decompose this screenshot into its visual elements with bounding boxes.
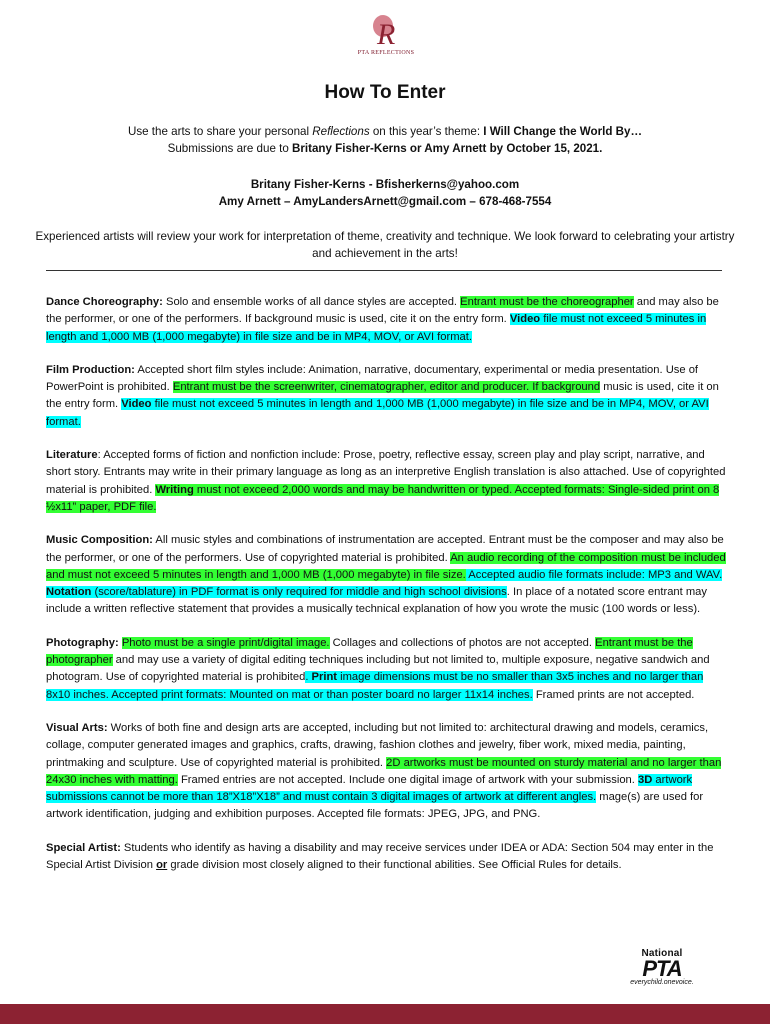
pta-tagline: everychild.onevoice. (630, 979, 694, 986)
highlight-cyan: Video (509, 313, 541, 326)
contact-line-2: Amy Arnett – AmyLandersArnett@gmail.com – 678-468-7554 (218, 195, 552, 208)
highlight-cyan: (score/tablature) in PDF format is only required for middle and high school divisions (91, 586, 507, 599)
highlight-green: Writing (155, 483, 194, 496)
section-special-artist (46, 840, 728, 875)
highlight-cyan: . (305, 671, 312, 684)
section-heading: Film Production: (46, 363, 135, 376)
intro-text-part: Submissions are due to (167, 142, 293, 155)
highlight-cyan: 3D (638, 773, 653, 786)
section-text: Collages and collections of photos are not accepted. (329, 636, 596, 649)
section-heading: Special Artist: (46, 841, 121, 854)
intro-line-2 (30, 140, 740, 157)
section-dance (46, 294, 728, 346)
pta-reflections-logo (356, 10, 416, 66)
highlight-cyan: Print (311, 671, 338, 684)
intro-text-part: on this year’s theme: (369, 125, 484, 138)
section-text: Works of both fine and design arts are accepted, including but not limited to: architectural drawing and models, ceramics, collage, computer generated images and graphics, crafts, drawing, fashion clothes and jewelry, fiber work, mixed media, painting, printmaking and sculpture. Use of copyrighted material is prohibited. (46, 721, 709, 769)
logo-caption: PTA REFLECTIONS (357, 50, 415, 56)
highlight-cyan: file must not exceed 5 minutes in length and 1,000 MB (1,000 megabyte) in file size and be in MP4, MOV, or AVI format. (46, 313, 707, 343)
section-heading: Visual Arts: (46, 721, 108, 734)
intro-text-part: Use the arts to share your personal (127, 125, 313, 138)
national-pta-logo (622, 948, 702, 986)
due-date: Britany Fisher-Kerns or Amy Arnett by October 15, 2021. (292, 142, 603, 155)
page-title: How To Enter (324, 82, 446, 103)
reflections-r-logo-icon (369, 10, 403, 50)
section-text: Accepted short film styles include: Animation, narrative, documentary, experimental or media presentation. Use of PowerPoint is prohibited. (46, 363, 699, 394)
highlight-green: Entrant must be the photographer (46, 636, 693, 667)
section-text: : Accepted forms of fiction and nonfiction include: Prose, poetry, reflective essay, screen play and play script, narrative, and short story. Entrants may write in their primary language as long as an interpretive English translation is also attached. Use of copyrighted material is prohibited. (46, 449, 726, 496)
highlight-green: Photo must be a single print/digital image. (121, 636, 330, 649)
contact-line-1: Britany Fisher-Kerns - Bfisherkerns@yahoo.com (250, 178, 520, 191)
section-film (46, 362, 728, 431)
highlight-green: must not exceed 2,000 words and may be handwritten or typed. Accepted formats: Single-sided print on 8 ½x11” paper, PDF file. (46, 483, 720, 513)
svg-text:R: R (377, 18, 396, 50)
contacts (30, 176, 740, 210)
section-text: music is used, cite it on the entry form. (46, 381, 719, 411)
section-text: grade division most closely aligned to their functional abilities. See Official Rules for details. (167, 859, 622, 872)
footer-bar (0, 1004, 770, 1024)
intro-text (30, 123, 740, 157)
highlight-green: An audio recording of the composition must be included and must not exceed 5 minutes in length and 1,000 MB (1,000 megabyte) in file size. (46, 551, 726, 581)
highlight-green: 2D artworks must be mounted on sturdy material and no larger than 24x30 inches with matting. (46, 756, 722, 786)
or-emphasis: or (156, 859, 168, 872)
section-visual-arts (46, 720, 728, 824)
section-text: mage(s) are used for artwork identification, judging and exhibition purposes. Accepted file formats: JPEG, JPG, and PNG. (46, 791, 704, 821)
section-text: All music styles and combinations of instrumentation are accepted. Entrant must be the composer and may also be the performer, or one of the performers. Use of copyrighted material is prohibited. (46, 534, 724, 564)
section-text: and may also be the performer, or one of the performers. If background music is used, cite it on the entry form. (46, 296, 719, 326)
section-music (46, 532, 728, 618)
highlight-green: Entrant must be the screenwriter, cinematographer, editor and producer. If background (172, 381, 601, 394)
section-literature (46, 447, 728, 516)
highlight-cyan: image dimensions must be no smaller than 3x5 inches and no larger than 8x10 inches. Accepted print formats: Mounted on mat or than poster board no larger 11x14 inches. (46, 671, 704, 701)
pta-wordmark: PTA (642, 956, 682, 981)
pta-national-label: National (641, 948, 683, 959)
divider-line (46, 270, 722, 271)
reflections-italic: Reflections (312, 125, 370, 138)
section-heading: Music Composition: (46, 534, 153, 547)
section-text: Framed prints are not accepted. (532, 688, 695, 701)
section-text: . In place of a notated score entrant may include a written reflective statement that provides a musically technical explanation of how you wrote the music (100 words or less). (46, 586, 707, 616)
highlight-green: Entrant must be the choreographer (460, 296, 634, 308)
section-text: Framed entries are not accepted. Include one digital image of artwork with your submission. (177, 773, 639, 786)
highlight-cyan: Video (121, 398, 152, 411)
section-text: Solo and ensemble works of all dance styles are accepted. (162, 296, 461, 308)
theme-name: I Will Change the World By… (483, 125, 643, 138)
highlight-cyan: file must not exceed 5 minutes in length and 1,000 MB (1,000 megabyte) in file size and be in MP4, MOV, or AVI format. (46, 398, 709, 428)
highlight-cyan: Notation (46, 586, 92, 599)
category-sections (46, 294, 728, 890)
highlight-cyan: Accepted audio file formats include: MP3 and WAV. (465, 568, 723, 581)
section-photography (46, 635, 728, 704)
highlight-cyan: artwork submissions cannot be more than 18”X18”X18” and must contain 3 digital images of artwork at different angles. (46, 773, 693, 804)
section-heading: Photography: (46, 636, 119, 649)
intro-line-1 (30, 123, 740, 140)
section-heading: Dance Choreography: (46, 296, 163, 308)
review-text: Experienced artists will review your work for interpretation of theme, creativity and technique. We look forward to celebrating your artistry and achievement in the arts! (35, 230, 735, 260)
section-text: Students who identify as having a disability and may receive services under IDEA or ADA: Section 504 may enter in the Special Artist Division (46, 841, 714, 872)
section-text: and may use a variety of digital editing techniques including but not limited to, multiple exposure, negative sandwich and photogram. Use of copyrighted material is prohibited (46, 654, 710, 684)
section-heading: Literature (46, 449, 98, 462)
